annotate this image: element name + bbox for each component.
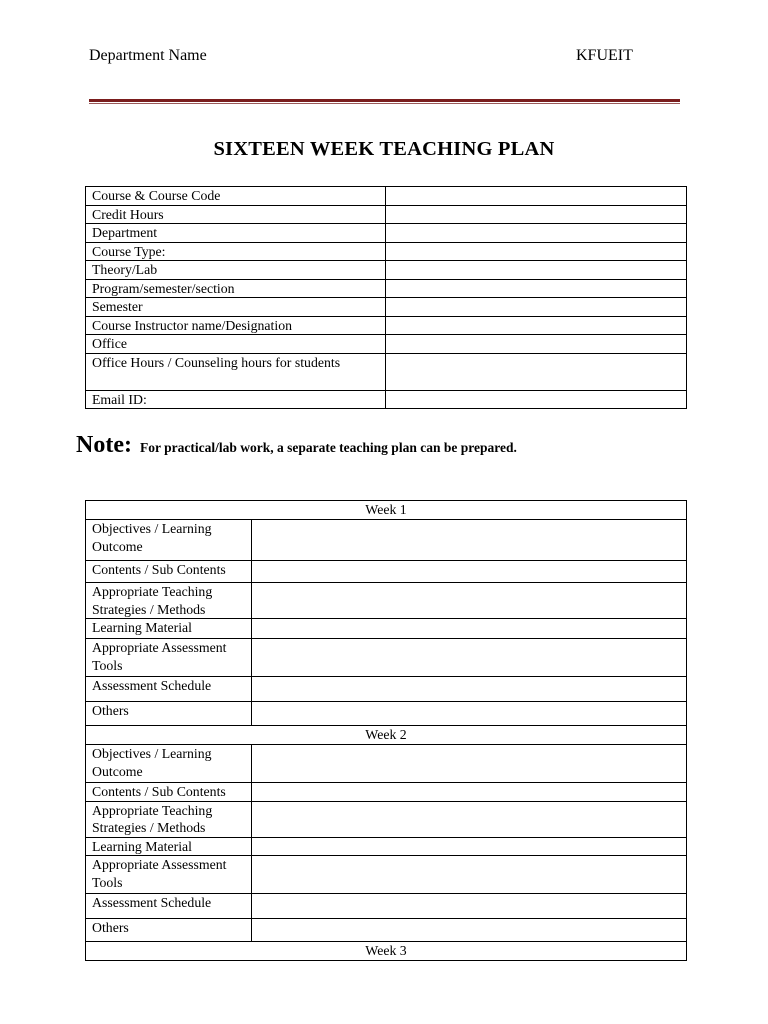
table-row — [86, 390, 687, 409]
week-1-header: Week 1 — [86, 501, 687, 520]
weekly-plan-table — [85, 500, 687, 961]
note-text: For practical/lab work, a separate teaching plan can be prepared. — [139, 440, 517, 455]
instructor-value[interactable] — [386, 316, 687, 335]
learning-material-value[interactable] — [252, 619, 687, 639]
learning-material-label: Learning Material — [86, 837, 252, 856]
program-section-label: Program/semester/section — [86, 279, 386, 298]
table-row — [86, 639, 687, 677]
header-divider — [89, 99, 680, 104]
others-value[interactable] — [252, 919, 687, 942]
objectives-label: Objectives / Learning Outcome — [86, 520, 252, 561]
table-row — [86, 205, 687, 224]
contents-value[interactable] — [252, 561, 687, 583]
table-row — [86, 298, 687, 317]
institution-name: KFUEIT — [576, 47, 633, 64]
note-label: Note: — [76, 432, 132, 458]
objectives-label: Objectives / Learning Outcome — [86, 745, 252, 783]
table-row — [86, 919, 687, 942]
week-2-header: Week 2 — [86, 726, 687, 745]
note — [76, 432, 517, 459]
others-value[interactable] — [252, 702, 687, 726]
office-value[interactable] — [386, 335, 687, 354]
teaching-strategies-value[interactable] — [252, 583, 687, 619]
table-row — [86, 353, 687, 390]
assessment-tools-label: Appropriate Assessment Tools — [86, 639, 252, 677]
others-label: Others — [86, 702, 252, 726]
teaching-strategies-label: Appropriate Teaching Strategies / Methods — [86, 801, 252, 837]
instructor-label: Course Instructor name/Designation — [86, 316, 386, 335]
table-row — [86, 801, 687, 837]
assessment-tools-value[interactable] — [252, 856, 687, 894]
course-type-value[interactable] — [386, 242, 687, 261]
course-type-label: Course Type: — [86, 242, 386, 261]
assessment-schedule-label: Assessment Schedule — [86, 894, 252, 919]
course-info-table — [85, 186, 687, 409]
table-row — [86, 279, 687, 298]
table-row — [86, 856, 687, 894]
table-row — [86, 224, 687, 243]
teaching-strategies-label: Appropriate Teaching Strategies / Methods — [86, 583, 252, 619]
table-row — [86, 520, 687, 561]
assessment-schedule-value[interactable] — [252, 677, 687, 702]
table-row — [86, 702, 687, 726]
table-row — [86, 619, 687, 639]
contents-label: Contents / Sub Contents — [86, 783, 252, 802]
table-row — [86, 837, 687, 856]
office-hours-label: Office Hours / Counseling hours for students — [86, 353, 386, 390]
course-code-value[interactable] — [386, 187, 687, 206]
objectives-value[interactable] — [252, 745, 687, 783]
week-header-row — [86, 726, 687, 745]
assessment-schedule-label: Assessment Schedule — [86, 677, 252, 702]
assessment-tools-value[interactable] — [252, 639, 687, 677]
table-row — [86, 745, 687, 783]
assessment-schedule-value[interactable] — [252, 894, 687, 919]
office-hours-value[interactable] — [386, 353, 687, 390]
program-section-value[interactable] — [386, 279, 687, 298]
week-3-header: Week 3 — [86, 942, 687, 961]
department-name: Department Name — [89, 47, 207, 64]
table-row — [86, 187, 687, 206]
table-row — [86, 242, 687, 261]
learning-material-label: Learning Material — [86, 619, 252, 639]
others-label: Others — [86, 919, 252, 942]
teaching-strategies-value[interactable] — [252, 801, 687, 837]
week-header-row — [86, 501, 687, 520]
table-row — [86, 261, 687, 280]
page-title: SIXTEEN WEEK TEACHING PLAN — [213, 138, 555, 160]
office-label: Office — [86, 335, 386, 354]
semester-label: Semester — [86, 298, 386, 317]
contents-label: Contents / Sub Contents — [86, 561, 252, 583]
email-value[interactable] — [386, 390, 687, 409]
table-row — [86, 583, 687, 619]
course-code-label: Course & Course Code — [86, 187, 386, 206]
table-row — [86, 335, 687, 354]
week-header-row — [86, 942, 687, 961]
learning-material-value[interactable] — [252, 837, 687, 856]
table-row — [86, 561, 687, 583]
table-row — [86, 783, 687, 802]
email-label: Email ID: — [86, 390, 386, 409]
department-value[interactable] — [386, 224, 687, 243]
table-row — [86, 316, 687, 335]
assessment-tools-label: Appropriate Assessment Tools — [86, 856, 252, 894]
theory-lab-value[interactable] — [386, 261, 687, 280]
objectives-value[interactable] — [252, 520, 687, 561]
credit-hours-label: Credit Hours — [86, 205, 386, 224]
semester-value[interactable] — [386, 298, 687, 317]
table-row — [86, 677, 687, 702]
credit-hours-value[interactable] — [386, 205, 687, 224]
theory-lab-label: Theory/Lab — [86, 261, 386, 280]
contents-value[interactable] — [252, 783, 687, 802]
department-label: Department — [86, 224, 386, 243]
table-row — [86, 894, 687, 919]
